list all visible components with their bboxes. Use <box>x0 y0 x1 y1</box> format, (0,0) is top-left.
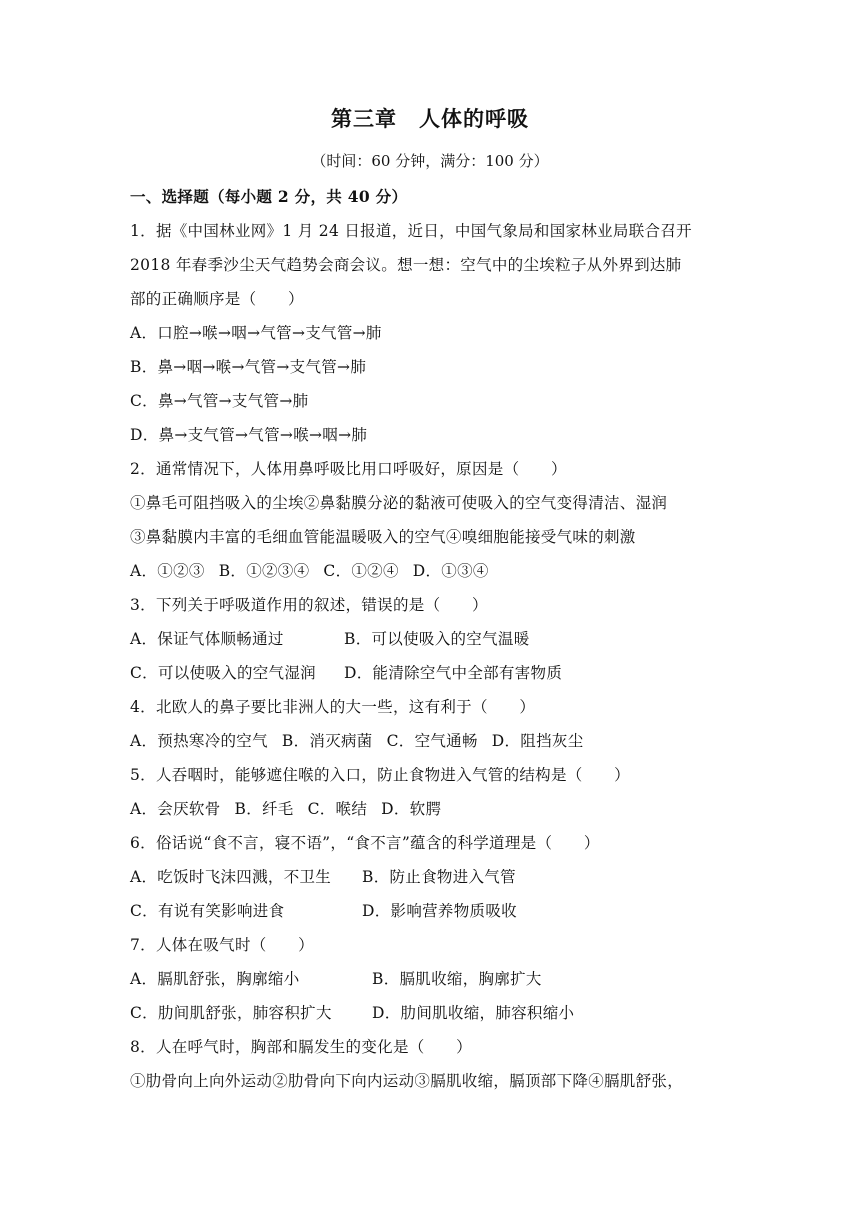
q6-option-d: D．影响营养物质吸收 <box>362 902 517 920</box>
q3-options-row-1 <box>130 622 742 656</box>
q7-option-d: D．肋间肌收缩，肺容积缩小 <box>372 1004 575 1022</box>
q5-options <box>130 792 742 826</box>
q1-option-d: D．鼻→支气管→气管→喉→咽→肺 <box>130 426 368 444</box>
q1-option-c: C．鼻→气管→支气管→肺 <box>130 392 309 410</box>
q2-info-line-1: ①鼻毛可阻挡吸入的尘埃②鼻黏膜分泌的黏液可使吸入的空气变得清洁、湿润 <box>130 494 668 512</box>
q6-stem: 6．俗话说“食不言，寝不语”，“食不言”蕴含的科学道理是（ ） <box>130 834 600 852</box>
q6-option-b: B．防止食物进入气管 <box>362 868 516 886</box>
q7-options-row-2 <box>130 996 742 1030</box>
q1-stem-line-2: 2018 年春季沙尘天气趋势会商会议。想一想：空气中的尘埃粒子从外界到达肺 <box>130 256 682 274</box>
q3-option-b: B．可以使吸入的空气温暖 <box>344 630 530 648</box>
q5-option-c: C．喉结 <box>307 800 368 818</box>
q4-option-b: B．消灭病菌 <box>281 732 373 750</box>
q1-option-b: B．鼻→咽→喉→气管→支气管→肺 <box>130 358 367 376</box>
q4-option-a: A．预热寒冷的空气 <box>130 732 268 750</box>
q5-option-d: D．软腭 <box>381 800 442 818</box>
q2-option-c: C．①②④ <box>323 562 399 580</box>
q6-options-row-2 <box>130 894 742 928</box>
q7-option-b: B．膈肌收缩，胸廓扩大 <box>372 970 542 988</box>
q7-stem: 7．人体在吸气时（ ） <box>130 936 314 954</box>
q2-options <box>130 554 742 588</box>
q4-options <box>130 724 742 758</box>
q5-option-b: B．纤毛 <box>234 800 294 818</box>
q7-options-row-1 <box>130 962 742 996</box>
q3-option-d: D．能清除空气中全部有害物质 <box>344 664 563 682</box>
q4-option-d: D．阻挡灰尘 <box>491 732 584 750</box>
q5-stem: 5．人吞咽时，能够遮住喉的入口，防止食物进入气管的结构是（ ） <box>130 766 630 784</box>
page-title: 第三章 人体的呼吸 <box>331 106 529 131</box>
q6-options-row-1 <box>130 860 742 894</box>
q1-stem-line-1: 1．据《中国林业网》1 月 24 日报道，近日，中国气象局和国家林业局联合召开 <box>130 222 692 240</box>
q1-stem-line-3: 部的正确顺序是（ ） <box>130 290 304 308</box>
q3-options-row-2 <box>130 656 742 690</box>
q1-option-a: A．口腔→喉→咽→气管→支气管→肺 <box>130 324 382 342</box>
q7-option-c: C．肋间肌舒张，肺容积扩大 <box>130 1004 332 1022</box>
q6-option-a: A．吃饭时飞沫四溅，不卫生 <box>130 868 332 886</box>
q2-stem: 2．通常情况下，人体用鼻呼吸比用口呼吸好，原因是（ ） <box>130 460 567 478</box>
section-heading: 一、选择题（每小题 2 分，共 40 分） <box>130 187 408 206</box>
q8-stem: 8．人在呼气时，胸部和膈发生的变化是（ ） <box>130 1038 472 1056</box>
q2-option-a: A．①②③ <box>130 562 205 580</box>
q4-stem: 4．北欧人的鼻子要比非洲人的大一些，这有利于（ ） <box>130 698 536 716</box>
q2-option-d: D．①③④ <box>412 562 489 580</box>
q8-info-line-1: ①肋骨向上向外运动②肋骨向下向内运动③膈肌收缩，膈顶部下降④膈肌舒张， <box>130 1072 684 1090</box>
question-list <box>130 180 742 1098</box>
q3-stem: 3．下列关于呼吸道作用的叙述，错误的是（ ） <box>130 596 488 614</box>
q3-option-c: C．可以使吸入的空气湿润 <box>130 664 316 682</box>
q6-option-c: C．有说有笑影响进食 <box>130 902 285 920</box>
q7-option-a: A．膈肌舒张，胸廓缩小 <box>130 970 300 988</box>
q5-option-a: A．会厌软骨 <box>130 800 221 818</box>
q2-option-b: B．①②③④ <box>218 562 310 580</box>
q2-info-line-2: ③鼻黏膜内丰富的毛细血管能温暖吸入的空气④嗅细胞能接受气味的刺激 <box>130 528 636 546</box>
q4-option-c: C．空气通畅 <box>386 732 478 750</box>
exam-info: （时间：60 分钟，满分：100 分） <box>311 152 549 170</box>
q3-option-a: A．保证气体顺畅通过 <box>130 630 284 648</box>
